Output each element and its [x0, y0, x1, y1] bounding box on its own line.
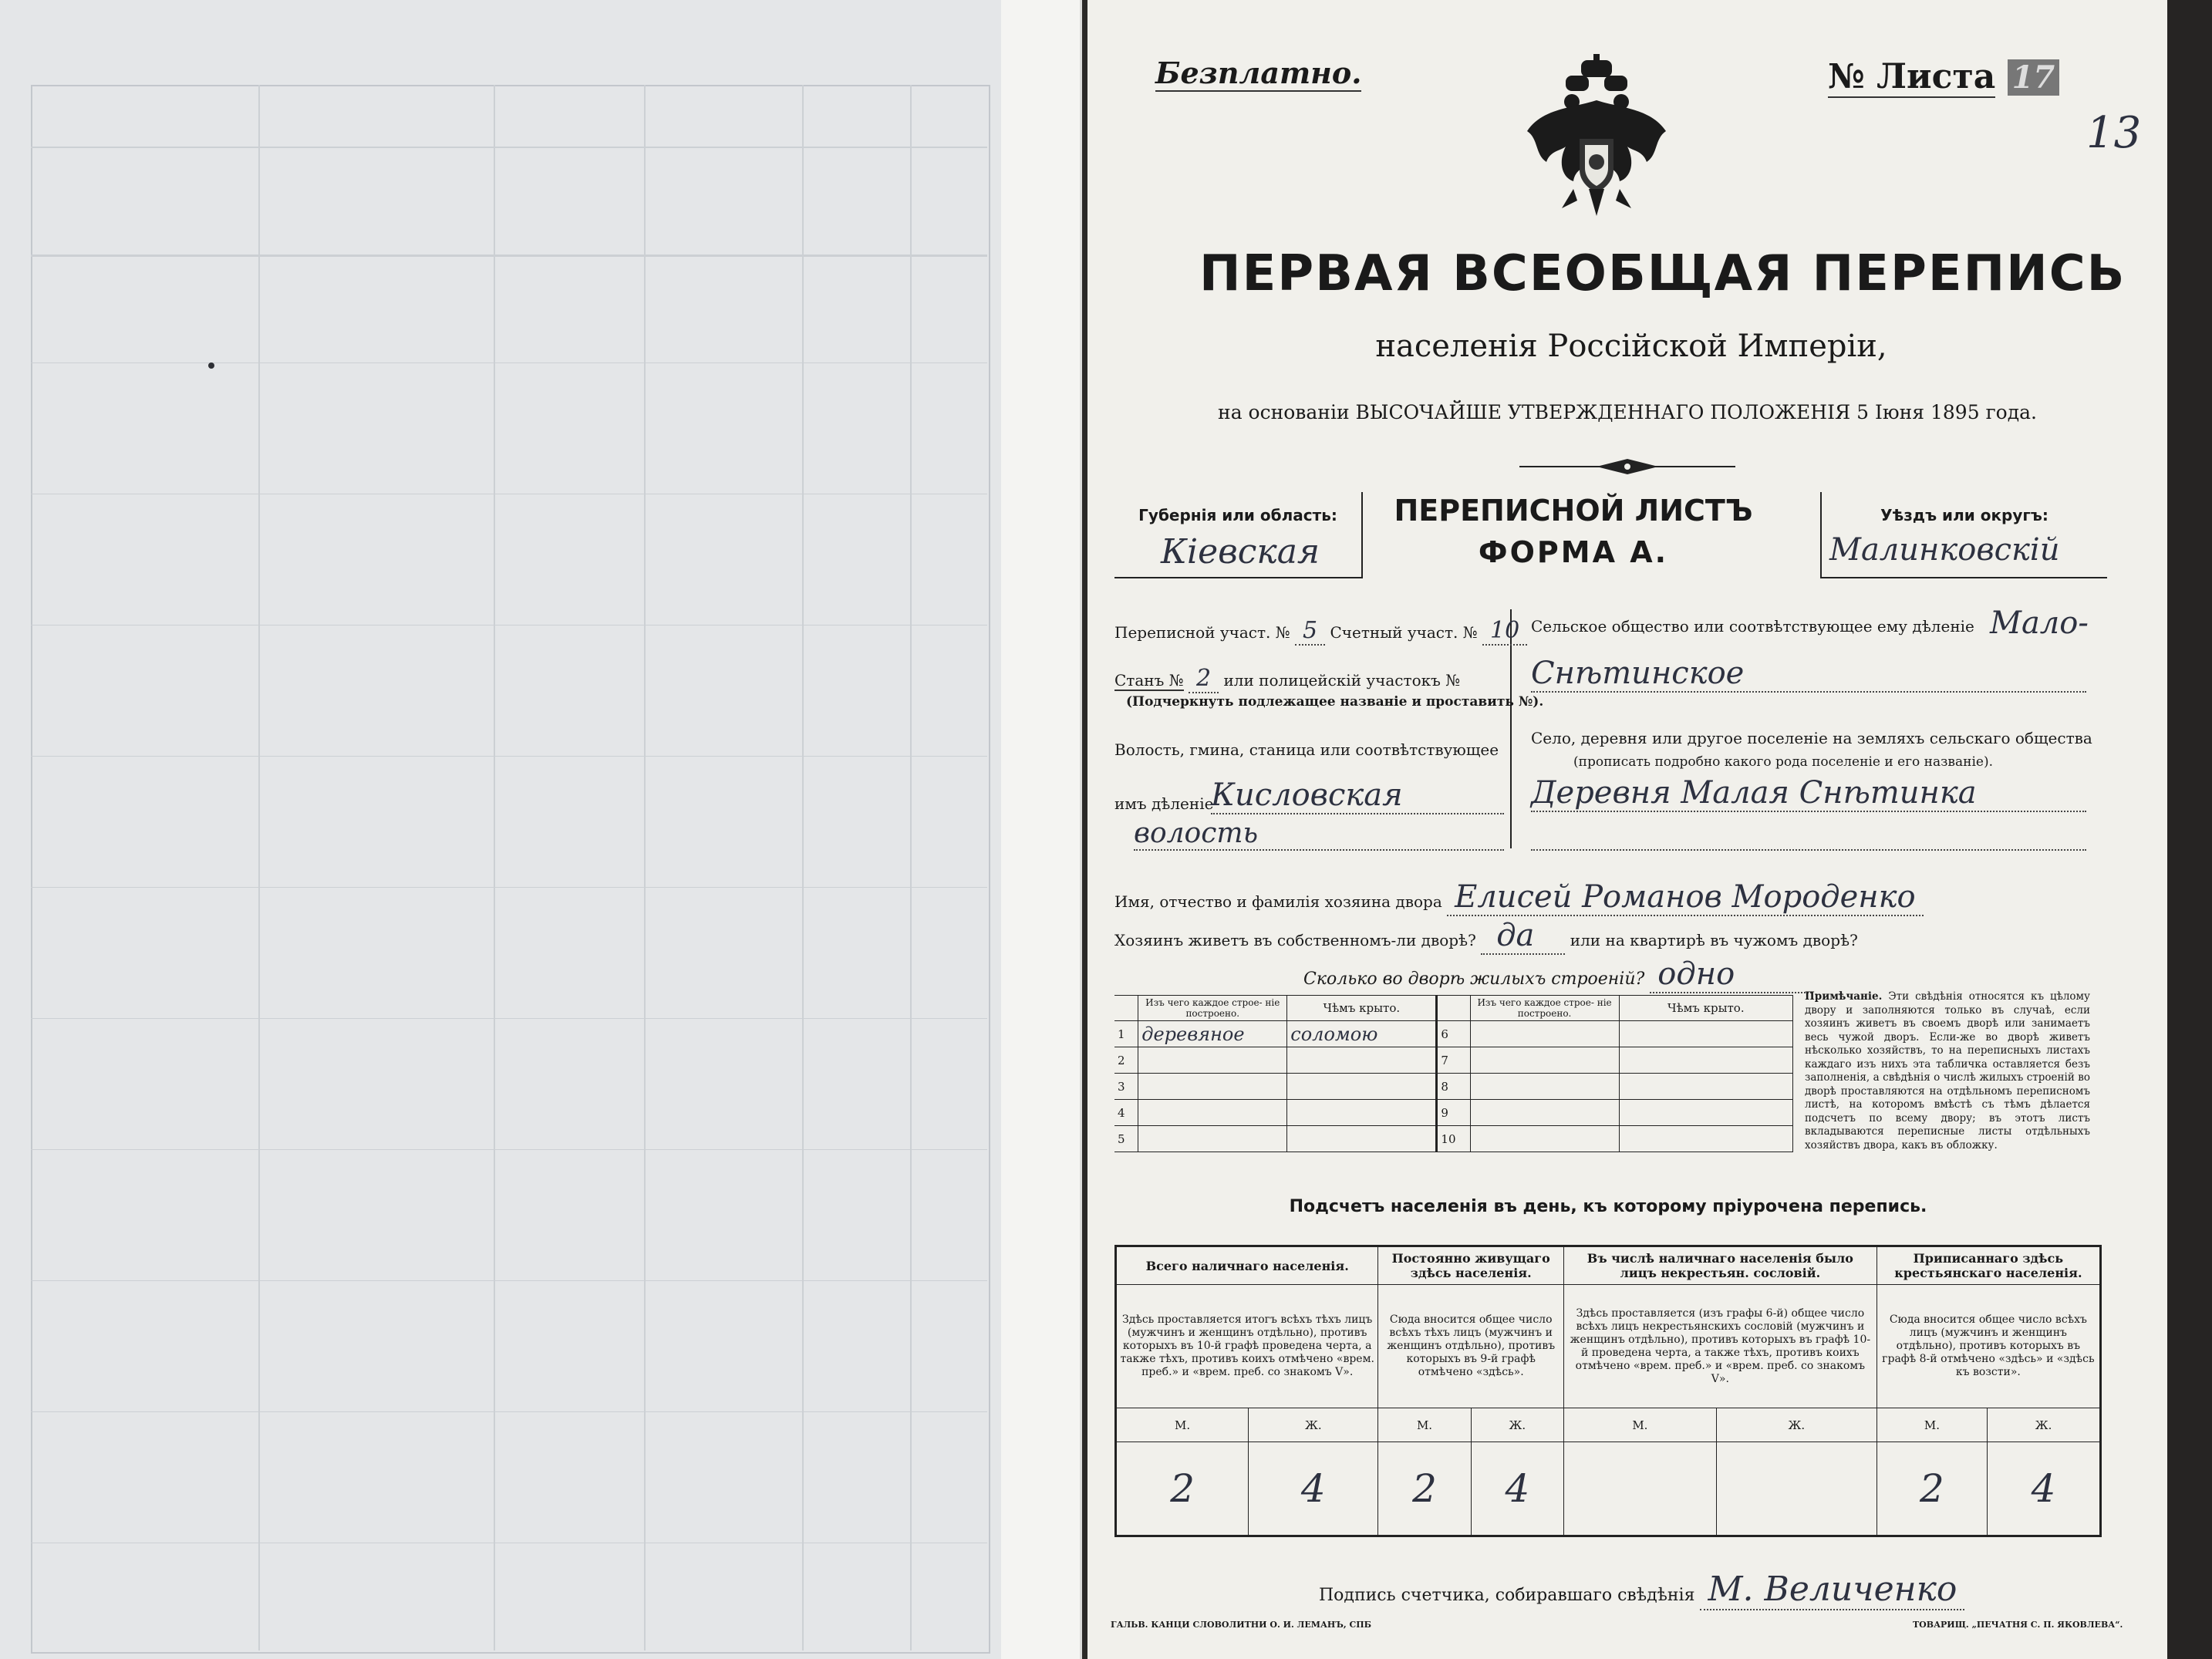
count-m-value: 2	[1116, 1442, 1249, 1536]
page-edge	[2167, 0, 2212, 1659]
count-m-value	[1564, 1442, 1717, 1536]
census-section-row	[1114, 617, 1527, 644]
row-number: 5	[1114, 1126, 1138, 1152]
society-value-2: Снѣтинское	[1531, 656, 2086, 693]
f-label: Ж.	[1249, 1408, 1378, 1442]
buildings-value: одно	[1650, 956, 1812, 993]
volost-value-2: волость	[1134, 818, 1504, 851]
owner-lives-row	[1114, 918, 1858, 953]
f-label: Ж.	[1716, 1408, 1876, 1442]
table-row	[1114, 1100, 1793, 1126]
society-value-1: Мало-	[1990, 605, 2089, 641]
owner-name-row	[1114, 879, 1924, 915]
village-value: Деревня Малая Снѣтинка	[1531, 775, 2086, 812]
buildings-row	[1303, 956, 1812, 992]
society-label: Сельское общество или соотвѣтствующее ему дѣленіе	[1531, 617, 1974, 636]
row-number: 2	[1114, 1047, 1138, 1074]
ghost-rule	[31, 1149, 987, 1150]
m-label: М.	[1876, 1408, 1987, 1442]
sheet-number: 17	[2008, 59, 2060, 96]
ghost-rule	[31, 1280, 987, 1281]
row-number: 7	[1437, 1047, 1470, 1074]
ghost-rule	[31, 1411, 987, 1412]
buildings-col-roof: Чѣмъ крыто.	[1287, 996, 1437, 1021]
volost-label-1: Волость, гмина, станица или соотвѣтствующее	[1114, 740, 1499, 759]
ghost-rule	[31, 362, 987, 363]
stan-row	[1114, 665, 1500, 692]
form-title: ПЕРЕПИСНОЙ ЛИСТЪ	[1394, 494, 1753, 528]
row-number: 9	[1437, 1100, 1470, 1126]
note-heading: Примѣчаніе.	[1805, 990, 1883, 1003]
signature-value: М. Величенко	[1700, 1570, 1964, 1610]
census-section-value: 5	[1295, 617, 1325, 646]
row-number: 8	[1437, 1074, 1470, 1100]
ink-dot	[208, 362, 214, 369]
binding-strip	[1001, 0, 1082, 1659]
district-value: Малинковскій	[1829, 532, 2060, 568]
buildings-table	[1114, 995, 1793, 1152]
volost-label-2: имъ дѣленіе	[1114, 794, 1214, 813]
count-heading: Подсчетъ населенія въ день, къ которому пріурочена перепись.	[1289, 1197, 1927, 1216]
count-col-title: Въ числѣ наличнаго населенія было лицъ некрестьян. сословій.	[1564, 1246, 1877, 1285]
printer-mark-left: ГАЛЬВ. КАНЦИ СЛОВОЛИТНИ О. И. ЛЕМАНЪ, СПБ	[1111, 1620, 1372, 1630]
buildings-label: Сколько во дворѣ жилыхъ строеній?	[1303, 969, 1645, 989]
police-label: или полицейскій участокъ №	[1223, 671, 1461, 690]
district-box	[1820, 492, 2107, 578]
sheet-label: № Листа	[1828, 57, 1996, 96]
volost-value-1: Кисловская	[1211, 777, 1504, 814]
census-form-page	[1087, 0, 2167, 1659]
table-row	[1114, 1047, 1793, 1074]
buildings-col-material: Изъ чего каждое строе- ніе построено.	[1138, 996, 1287, 1021]
owner-lives-label: Хозяинъ живетъ въ собственномъ-ли дворѣ?	[1114, 931, 1476, 949]
signature-row	[1319, 1570, 1964, 1609]
stan-value: 2	[1189, 665, 1219, 693]
count-col-desc: Сюда вносится общее число всѣхъ тѣхъ лицъ (мужчинъ и женщинъ отдѣльно), противъ которыхъ въ 9-й графѣ отмѣчено «здѣсь».	[1378, 1285, 1564, 1408]
note-block	[1805, 990, 2090, 1152]
table-row	[1114, 1126, 1793, 1152]
owner-name-label: Имя, отчество и фамилія хозяина двора	[1114, 892, 1442, 911]
corner-number: 13	[2086, 108, 2142, 158]
province-value: Кіевская	[1161, 532, 1320, 572]
count-m-value: 2	[1378, 1442, 1471, 1536]
village-label: Село, деревня или другое поселеніе на земляхъ сельскаго общества	[1531, 729, 2092, 747]
count-col-title: Всего наличнаго населенія.	[1116, 1246, 1378, 1285]
owner-or-label: или на квартирѣ въ чужомъ дворѣ?	[1570, 931, 1858, 949]
form-subtitle-a: ФОРМА А.	[1478, 535, 1669, 569]
m-label: М.	[1378, 1408, 1471, 1442]
province-box	[1114, 492, 1363, 578]
owner-lives-value: да	[1481, 918, 1565, 955]
count-f-value: 4	[1471, 1442, 1563, 1536]
note-text: Эти свѣдѣнія относятся къ цѣлому двору и заполняются только въ случаѣ, если хозяинъ живетъ въ своемъ дворѣ или занимаетъ весь чужой дворъ. Если-же во дворѣ живетъ нѣсколько хозяйствъ, то на переписныхъ листахъ каждаго изъ нихъ эта табличка оставляется безъ заполненія, а свѣдѣнія о числѣ жилыхъ строеній во дворѣ проставляются на отдѣльномъ переписномъ листѣ, на которомъ вмѣстѣ съ тѣмъ дѣлается подсчетъ по всему двору; въ этотъ листъ вкладываются переписные листы отдѣльныхъ хозяйствъ двора, какъ въ обложку.	[1805, 990, 2090, 1152]
ghost-column	[910, 85, 912, 1651]
count-col-desc: Здѣсь проставляется итогъ всѣхъ тѣхъ лицъ (мужчинъ и женщинъ отдѣльно), противъ которыхъ въ 10-й графѣ проведена черта, а также тѣхъ, противъ коихъ отмѣчено «врем. преб.» и «врем. преб. со знакомъ V».	[1116, 1285, 1378, 1408]
counting-section-label: Счетный участ. №	[1330, 623, 1478, 642]
ghost-rule	[31, 887, 987, 888]
ghost-rule	[31, 255, 987, 257]
count-col-desc: Сюда вносится общее число всѣхъ лицъ (мужчинъ и женщинъ отдѣльно), противъ которыхъ въ графѣ 8-й отмѣчено «здѣсь» и «здѣсь къ возсти».	[1876, 1285, 2100, 1408]
underline-note: (Подчеркнуть подлежащее названіе и проставить №).	[1126, 694, 1544, 710]
free-label: Безплатно.	[1155, 56, 1362, 90]
ghost-column	[258, 85, 260, 1651]
village-note: (прописать подробно какого рода поселеніе и его названіе).	[1573, 754, 1993, 770]
ghost-rule	[31, 756, 987, 757]
signature-label: Подпись счетчика, собиравшаго свѣдѣнія	[1319, 1586, 1695, 1605]
m-label: М.	[1116, 1408, 1249, 1442]
village-blank-line	[1531, 848, 2086, 851]
ghost-frame	[31, 85, 990, 1654]
form-basis-line: на основаніи ВЫСОЧАЙШЕ УТВЕРЖДЕННАГО ПОЛОЖЕНІЯ 5 Іюня 1895 года.	[1218, 401, 2037, 423]
ornament-divider-icon	[1519, 455, 1735, 478]
f-label: Ж.	[1471, 1408, 1563, 1442]
imperial-eagle-icon	[1519, 54, 1674, 224]
ghost-column	[494, 85, 495, 1651]
ghost-column	[644, 85, 646, 1651]
owner-name-value: Елисей Романов Мороденко	[1447, 879, 1923, 916]
f-label: Ж.	[1988, 1408, 2101, 1442]
table-row	[1114, 1074, 1793, 1100]
district-label: Уѣздъ или округъ:	[1880, 506, 2048, 524]
census-section-label: Переписной участ. №	[1114, 623, 1290, 642]
stan-label: Станъ №	[1114, 671, 1184, 690]
population-count-table	[1114, 1245, 2102, 1537]
row-number: 3	[1114, 1074, 1138, 1100]
count-f-value	[1716, 1442, 1876, 1536]
count-col-title: Постоянно живущаго здѣсь населенія.	[1378, 1246, 1564, 1285]
row-number: 6	[1437, 1021, 1470, 1047]
row-number: 10	[1437, 1126, 1470, 1152]
count-f-value: 4	[1988, 1442, 2101, 1536]
counting-section-value: 10	[1482, 617, 1527, 646]
table-row	[1114, 1021, 1793, 1047]
buildings-col-roof-2: Чѣмъ крыто.	[1619, 996, 1792, 1021]
form-main-title: ПЕРВАЯ ВСЕОБЩАЯ ПЕРЕПИСЬ	[1199, 245, 2126, 302]
buildings-col-material-2: Изъ чего каждое строе- ніе построено.	[1470, 996, 1619, 1021]
count-col-title: Приписаннаго здѣсь крестьянскаго населенія.	[1876, 1246, 2100, 1285]
row-number: 1	[1114, 1021, 1138, 1047]
building-roof: соломою	[1287, 1021, 1437, 1047]
printer-mark-right: ТОВАРИЩ. „ПЕЧАТНЯ С. П. ЯКОВЛЕВА“.	[1913, 1620, 2123, 1630]
count-f-value: 4	[1249, 1442, 1378, 1536]
ghost-column	[802, 85, 804, 1651]
count-col-desc: Здѣсь проставляется (изъ графы 6-й) общее число всѣхъ лицъ некрестьянскихъ сословій (мужчинъ и женщинъ отдѣльно), противъ которыхъ въ графѣ 10-й проведена черта, а также тѣхъ, противъ коихъ отмѣчено «врем. преб.» и «врем. преб. со знакомъ V».	[1564, 1285, 1877, 1408]
form-subtitle: населенія Россійской Имперіи,	[1375, 329, 1887, 364]
ghost-rule	[31, 147, 987, 148]
ghost-rule	[31, 1018, 987, 1019]
province-label: Губернія или область:	[1138, 506, 1337, 524]
building-material: деревяное	[1138, 1021, 1287, 1047]
left-page	[0, 0, 1003, 1659]
m-label: М.	[1564, 1408, 1717, 1442]
count-m-value: 2	[1876, 1442, 1987, 1536]
row-number: 4	[1114, 1100, 1138, 1126]
